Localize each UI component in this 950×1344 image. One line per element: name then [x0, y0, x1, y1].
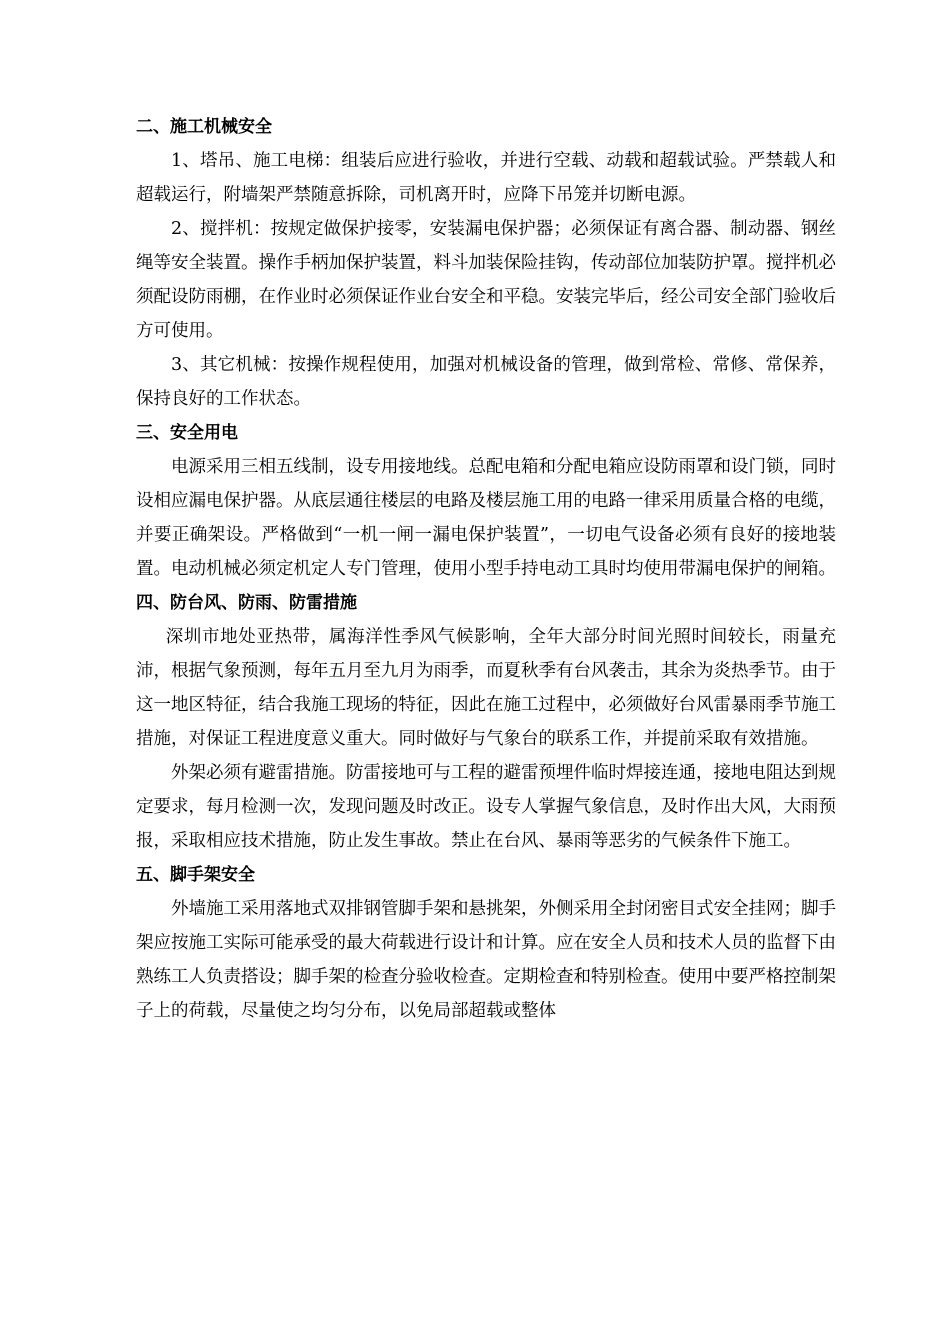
paragraph: 1、塔吊、施工电梯：组装后应进行验收，并进行空载、动载和超载试验。严禁载人和超载运行，附墙架严禁随意拆除，司机离开时，应降下吊笼并切断电源。 — [136, 151, 836, 205]
section-heading: 二、施工机械安全 — [136, 117, 272, 137]
section-heading: 五、脚手架安全 — [136, 865, 255, 885]
paragraph: 外架必须有避雷措施。防雷接地可与工程的避雷预埋件临时焊接连通，接地电阻达到规定要求，每月检测一次，发现问题及时改正。设专人掌握气象信息，及时作出大风，大雨预报，采取相应技术措施，防止发生事故。禁止在台风、暴雨等恶劣的气候条件下施工。 — [136, 763, 836, 851]
paragraph: 外墙施工采用落地式双排钢管脚手架和悬挑架，外侧采用全封闭密目式安全挂网；脚手架应按施工实际可能承受的最大荷载进行设计和计算。应在安全人员和技术人员的监督下由熟练工人负责搭设；脚手架的检查分验收检查。定期检查和特别检查。使用中要严格控制架子上的荷载，尽量使之均匀分布，以免局部超载或整体 — [136, 899, 836, 1021]
section-electrical-safety — [136, 416, 836, 586]
paragraph: 深圳市地处亚热带，属海洋性季风气候影响，全年大部分时间光照时间较长，雨量充沛，根据气象预测，每年五月至九月为雨季，而夏秋季有台风袭击，其余为炎热季节。由于这一地区特征，结合我施工现场的特征，因此在施工过程中，必须做好台风雷暴雨季节施工措施，对保证工程进度意义重大。同时做好与气象台的联系工作，并提前采取有效措施。 — [136, 627, 836, 749]
paragraph: 2、搅拌机：按规定做保护接零，安装漏电保护器；必须保证有离合器、制动器、钢丝绳等安全装置。操作手柄加保护装置，料斗加装保险挂钩，传动部位加装防护罩。搅拌机必须配设防雨棚，在作业时必须保证作业台安全和平稳。安装完毕后，经公司安全部门验收后方可使用。 — [136, 219, 836, 341]
section-heading: 四、防台风、防雨、防雷措施 — [136, 593, 357, 613]
paragraph: 电源采用三相五线制，设专用接地线。总配电箱和分配电箱应设防雨罩和设门锁，同时设相应漏电保护器。从底层通往楼层的电路及楼层施工用的电路一律采用质量合格的电缆，并要正确架设。严格做到“一机一闸一漏电保护装置”，一切电气设备必须有良好的接地装置。电动机械必须定机定人专门管理，使用小型手持电动工具时均使用带漏电保护的闸箱。 — [136, 457, 836, 579]
section-scaffold-safety — [136, 858, 836, 1028]
section-weather-protection — [136, 586, 836, 858]
document-page — [136, 110, 836, 1028]
section-machinery-safety — [136, 110, 836, 416]
section-heading: 三、安全用电 — [136, 423, 238, 443]
paragraph: 3、其它机械：按操作规程使用，加强对机械设备的管理，做到常检、常修、常保养，保持良好的工作状态。 — [136, 355, 836, 409]
